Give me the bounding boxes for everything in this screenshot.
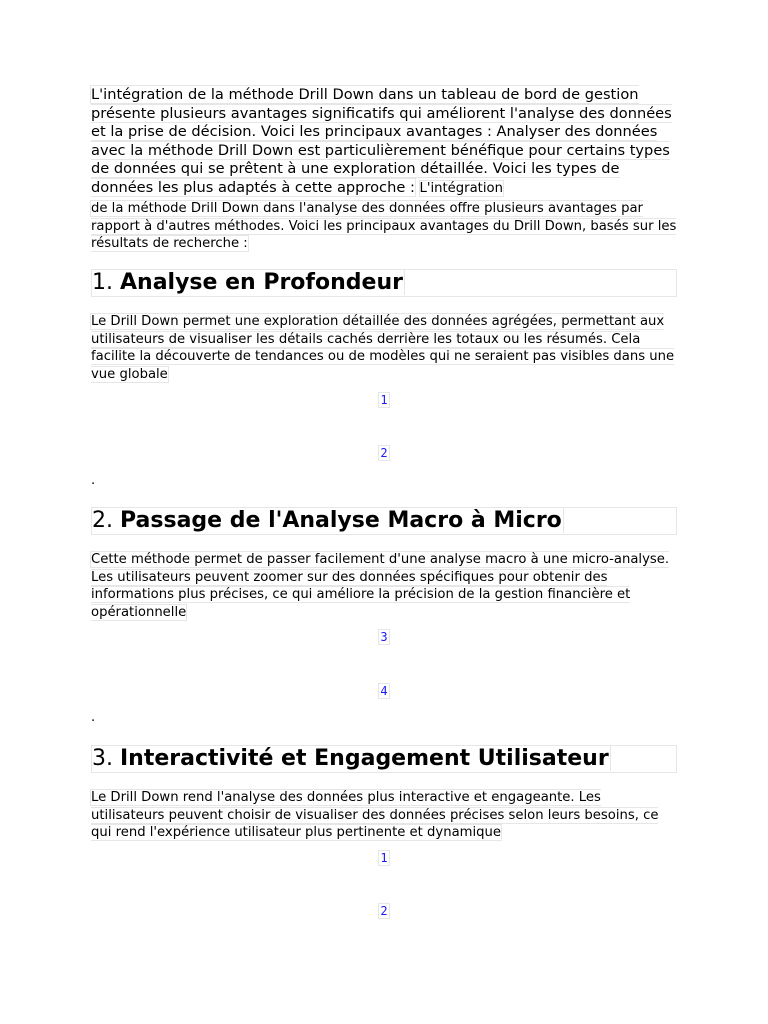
citation-link[interactable]: 4 <box>380 684 388 698</box>
section-heading-3 <box>91 745 677 773</box>
intro-lead-word: L'intégration <box>419 180 503 196</box>
section-heading-2 <box>91 507 677 535</box>
section-body-1 <box>91 313 677 383</box>
section-heading-1 <box>91 269 677 297</box>
section-title: Interactivité et Engagement Utilisateur <box>120 746 609 771</box>
trailing-period: . <box>91 710 96 725</box>
citation-link[interactable]: 1 <box>380 393 388 407</box>
intro-secondary-text: de la méthode Drill Down dans l'analyse des données offre plusieurs avantages par rapport à d'autres méthodes. Voici les principaux avantages du Drill Down, basés sur les résultats de recherche : <box>91 201 677 251</box>
trailing-period: . <box>91 473 96 488</box>
citation-link[interactable]: 2 <box>380 446 388 460</box>
section-body-2 <box>91 551 677 621</box>
intro-paragraph <box>91 86 677 199</box>
section-body-text: Cette méthode permet de passer facilement d'une analyse macro à une micro-analyse. Les utilisateurs peuvent zoomer sur des données spécifiques pour obtenir des informations plus précises, ce qui améliore la précision de la gestion financière et opérationnelle <box>91 552 670 620</box>
section-number: 2. <box>92 508 113 533</box>
section-body-3 <box>91 789 677 842</box>
intro-secondary-paragraph <box>91 200 677 253</box>
section-number: 3. <box>92 746 113 771</box>
section-body-text: Le Drill Down permet une exploration détaillée des données agrégées, permettant aux utilisateurs de visualiser les détails cachés derrière les totaux ou les résumés. Cela facilite la découverte de tendances ou de modèles qui ne seraient pas visibles dans une vue globale <box>91 314 675 382</box>
section-number: 1. <box>92 270 113 295</box>
section-title: Passage de l'Analyse Macro à Micro <box>120 508 562 533</box>
citation-link[interactable]: 2 <box>380 904 388 918</box>
citation-link[interactable]: 3 <box>380 630 388 644</box>
citation-link[interactable]: 1 <box>380 851 388 865</box>
intro-text: L'intégration de la méthode Drill Down dans un tableau de bord de gestion présente plusieurs avantages significatifs qui améliorent l'analyse des données et la prise de décision. Voici les principaux avantages : Analyser des données avec la méthode Drill Down est particulièrement bénéfique pour certains types de données qui se prêtent à une exploration détaillée. Voici les types de données les plus adaptés à cette approche : <box>91 86 672 196</box>
section-body-text: Le Drill Down rend l'analyse des données plus interactive et engageante. Les utilisateurs peuvent choisir de visualiser des données précises selon leurs besoins, ce qui rend l'expérience utilisateur plus pertinente et dynamique <box>91 790 659 840</box>
section-title: Analyse en Profondeur <box>120 270 403 295</box>
